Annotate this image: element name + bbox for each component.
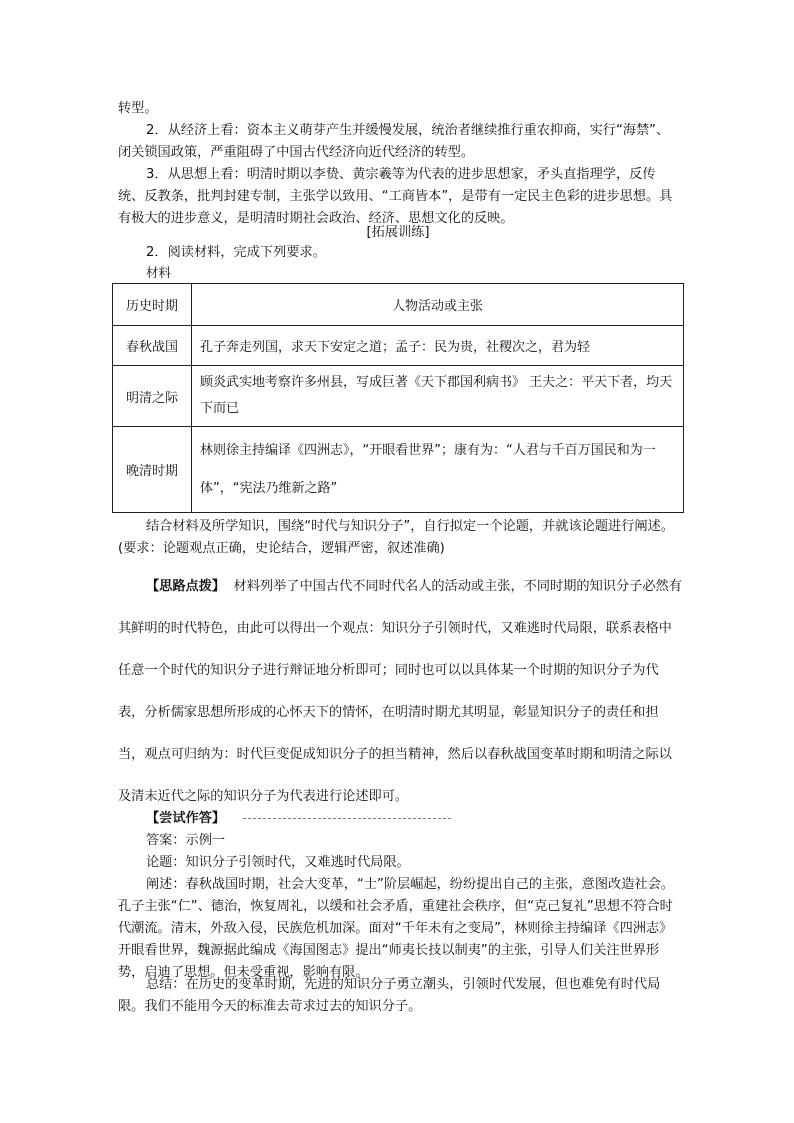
answer-elaboration: 阐述：春秋战国时期，社会大变革，“士”阶层崛起，纷纷提出自己的主张，意图改造社会。孔子主张“仁”、德治，恢复周礼，以缓和社会矛盾，重建社会秩序，但“克己复礼”思想不符合时代潮流。清末，外敌入侵，民族危机加深。面对“千年未有之变局”，林则徐主持编译《四洲志》开眼看世界，魏源据此编成《海国图志》提出“师夷长技以制夷”的主张，引导人们关注世界形势，启迪了思想。但未受重视，影响有限。 [118,877,674,980]
material-table [112,283,684,513]
table-cell-period: 晚清时期 [113,427,192,513]
answer-blank-line [243,818,451,819]
table-header: 历史时期 [113,284,192,326]
table-row [113,427,684,513]
table-row [113,326,684,366]
paragraph-thought: 3．从思想上看：明清时期以李贽、黄宗羲等为代表的进步思想家，矛头直指理学，反传统、反教条，批判封建专制，主张学以致用、“工商皆本”，是带有一定民主色彩的进步思想。具有极大的进步意义，是明清时期社会政治、经济、思想文化的反映。 [118,167,673,226]
task-text: 结合材料及所学知识，围绕“时代与知识分子”，自行拟定一个论题，并就该论题进行阐述。(要求：论题观点正确，史论结合，逻辑严密，叙述准确) [118,519,674,556]
answer-label: 【尝试作答】 [146,811,226,826]
material-label: 材料 [146,265,172,280]
paragraph-economy: 2．从经济上看：资本主义萌芽产生并缓慢发展，统治者继续推行重农抑商，实行“海禁”、闭关锁国政策，严重阻碍了中国古代经济向近代经济的转型。 [118,123,670,160]
hint-paragraph [118,566,682,818]
paragraph-continuation: 转型。 [118,101,158,116]
question-text: 2．阅读材料，完成下列要求。 [146,245,326,260]
table-cell-content: 林则徐主持编译《四洲志》，“开眼看世界”；康有为：“人君与千百万国民和为一体”，“宪法乃维新之路” [192,427,684,513]
hint-text: 材料列举了中国古代不同时代名人的活动或主张，不同时期的知识分子必然有其鲜明的时代特色，由此可以得出一个观点：知识分子引领时代，又难逃时代局限，联系表格中任意一个时代的知识分子进行辩证地分析即可；同时也可以以具体某一个时期的知识分子为代表，分析儒家思想所形成的心怀天下的情怀，在明清时期尤其明显，彰显知识分子的责任和担当，观点可归纳为：时代巨变促成知识分子的担当精神，然后以春秋战国变革时期和明清之际以及清末近代之际的知识分子为代表进行论述即可。 [118,579,682,804]
table-row [113,366,684,427]
table-cell-period: 春秋战国 [113,326,192,366]
table-cell-content: 孔子奔走列国，求天下安定之道；孟子：民为贵，社稷次之，君为轻 [192,326,684,366]
answer-heading [118,808,678,830]
hint-label: 【思路点拨】 [146,579,226,594]
table-header-row [113,284,684,326]
answer-conclusion: 总结：在历史的变革时期，先进的知识分子勇立潮头，引领时代发展，但也难免有时代局限。我们不能用今天的标准去苛求过去的知识分子。 [118,977,661,1014]
section-title: [拓展训练] [366,225,430,240]
answer-thesis: 论题：知识分子引领时代，又难逃时代局限。 [146,855,410,870]
answer-line: 答案：示例一 [146,833,226,848]
table-cell-period: 明清之际 [113,366,192,427]
table-cell-content: 顾炎武实地考察许多州县，写成巨著《天下郡国利病书》 王夫之：平天下者，均天下而已 [192,366,684,427]
table-header: 人物活动或主张 [192,284,684,326]
